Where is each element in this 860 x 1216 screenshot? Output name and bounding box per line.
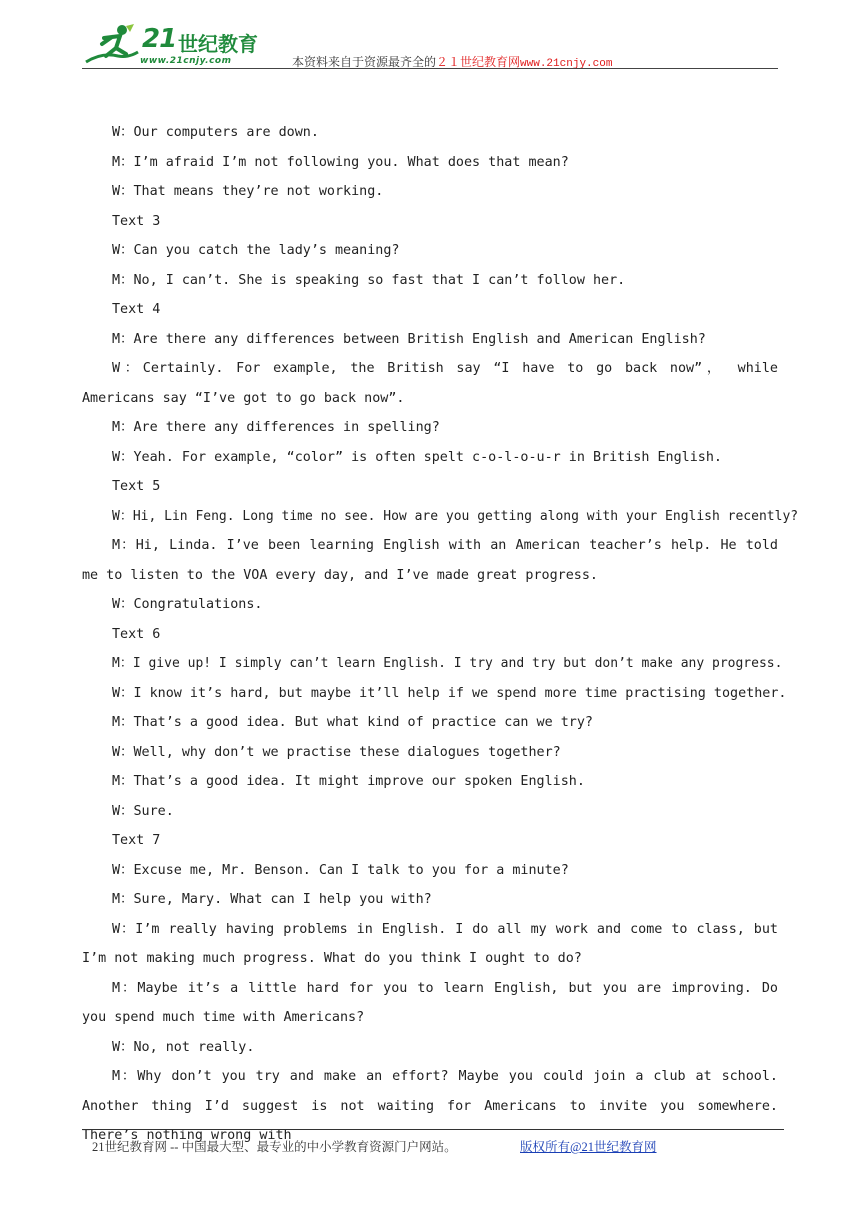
transcript-line: W：Can you catch the lady’s meaning? bbox=[112, 243, 400, 258]
transcript-line: W：Yeah. For example, “color” is often spelt c-o-l-o-u-r in British English. bbox=[112, 449, 722, 465]
transcript-line: W：That means they’re not working. bbox=[112, 184, 384, 199]
transcript-line: W：Sure. bbox=[112, 803, 174, 819]
footer-site-text: 21世纪教育网 -- 中国最大型、最专业的中小学教育资源门户网站。 bbox=[92, 1140, 457, 1154]
section-heading: Text 7 bbox=[112, 833, 161, 848]
transcript-line: M：Are there any differences in spelling? bbox=[112, 420, 440, 435]
page-header bbox=[82, 22, 778, 70]
footer-divider bbox=[82, 1129, 784, 1130]
transcript-line: W：No, not really. bbox=[112, 1039, 255, 1055]
transcript-body bbox=[82, 118, 799, 1151]
transcript-line: M：Why don’t you try and make an effort? Maybe you could join a club at school. Another thing I’d suggest is not waiting for Americans to invite you somewhere. There’s nothing wrong with bbox=[82, 1069, 778, 1143]
transcript-line: W：Excuse me, Mr. Benson. Can I talk to you for a minute? bbox=[112, 862, 569, 878]
source-url[interactable]: www.21cnjy.com bbox=[520, 58, 613, 70]
copyright-link[interactable]: 版权所有@21世纪教育网 bbox=[520, 1140, 657, 1154]
transcript-line: M：No, I can’t. She is speaking so fast that I can’t follow her. bbox=[112, 272, 626, 288]
logo-url: www.21cnjy.com bbox=[140, 56, 232, 66]
runner-logo-icon bbox=[82, 22, 142, 68]
transcript-line: M：That’s a good idea. But what kind of practice can we try? bbox=[112, 715, 593, 730]
transcript-line: M：I give up! I simply can’t learn English. I try and try but don’t make any progress. bbox=[112, 656, 783, 671]
header-divider bbox=[82, 68, 778, 69]
logo-name: 世纪教育 bbox=[178, 32, 258, 56]
site-logo[interactable] bbox=[82, 22, 272, 68]
source-brand: ２１世纪教育网 bbox=[436, 55, 521, 69]
transcript-line: W：I’m really having problems in English. I do all my work and come to class, but I’m not making much progress. What do you think I ought to do? bbox=[82, 921, 778, 966]
section-heading: Text 6 bbox=[112, 626, 161, 642]
transcript-line: M：That’s a good idea. It might improve our spoken English. bbox=[112, 774, 585, 789]
transcript-line: W：Well, why don’t we practise these dialogues together? bbox=[112, 744, 561, 760]
transcript-line: W：Our computers are down. bbox=[112, 125, 319, 140]
transcript-line: W：Certainly. For example, the British say “I have to go back now”， while Americans say “I’ve got to go back now”. bbox=[82, 361, 778, 406]
transcript-line: W：I know it’s hard, but maybe it’ll help if we spend more time practising together. bbox=[112, 685, 787, 701]
section-heading: Text 4 bbox=[112, 302, 161, 317]
transcript-line: W：Hi, Lin Feng. Long time no see. How are you getting along with your English recently? bbox=[112, 508, 799, 524]
logo-number: 21 bbox=[142, 24, 177, 54]
transcript-line: M：Are there any differences between British English and American English? bbox=[112, 331, 706, 347]
section-heading: Text 5 bbox=[112, 479, 161, 494]
transcript-line: M：Maybe it’s a little hard for you to learn English, but you are improving. Do you spend much time with Americans? bbox=[82, 980, 778, 1025]
page-footer bbox=[92, 1137, 782, 1155]
transcript-line: W：Congratulations. bbox=[112, 597, 263, 612]
section-heading: Text 3 bbox=[112, 213, 161, 229]
transcript-line: M：Sure, Mary. What can I help you with? bbox=[112, 892, 432, 907]
transcript-line: M：I’m afraid I’m not following you. What does that mean? bbox=[112, 154, 569, 170]
transcript-line: M：Hi, Linda. I’ve been learning English with an American teacher’s help. He told me to listen to the VOA every day, and I’ve made great progress. bbox=[82, 538, 778, 583]
source-prefix: 本资料来自于资源最齐全的 bbox=[292, 55, 437, 69]
